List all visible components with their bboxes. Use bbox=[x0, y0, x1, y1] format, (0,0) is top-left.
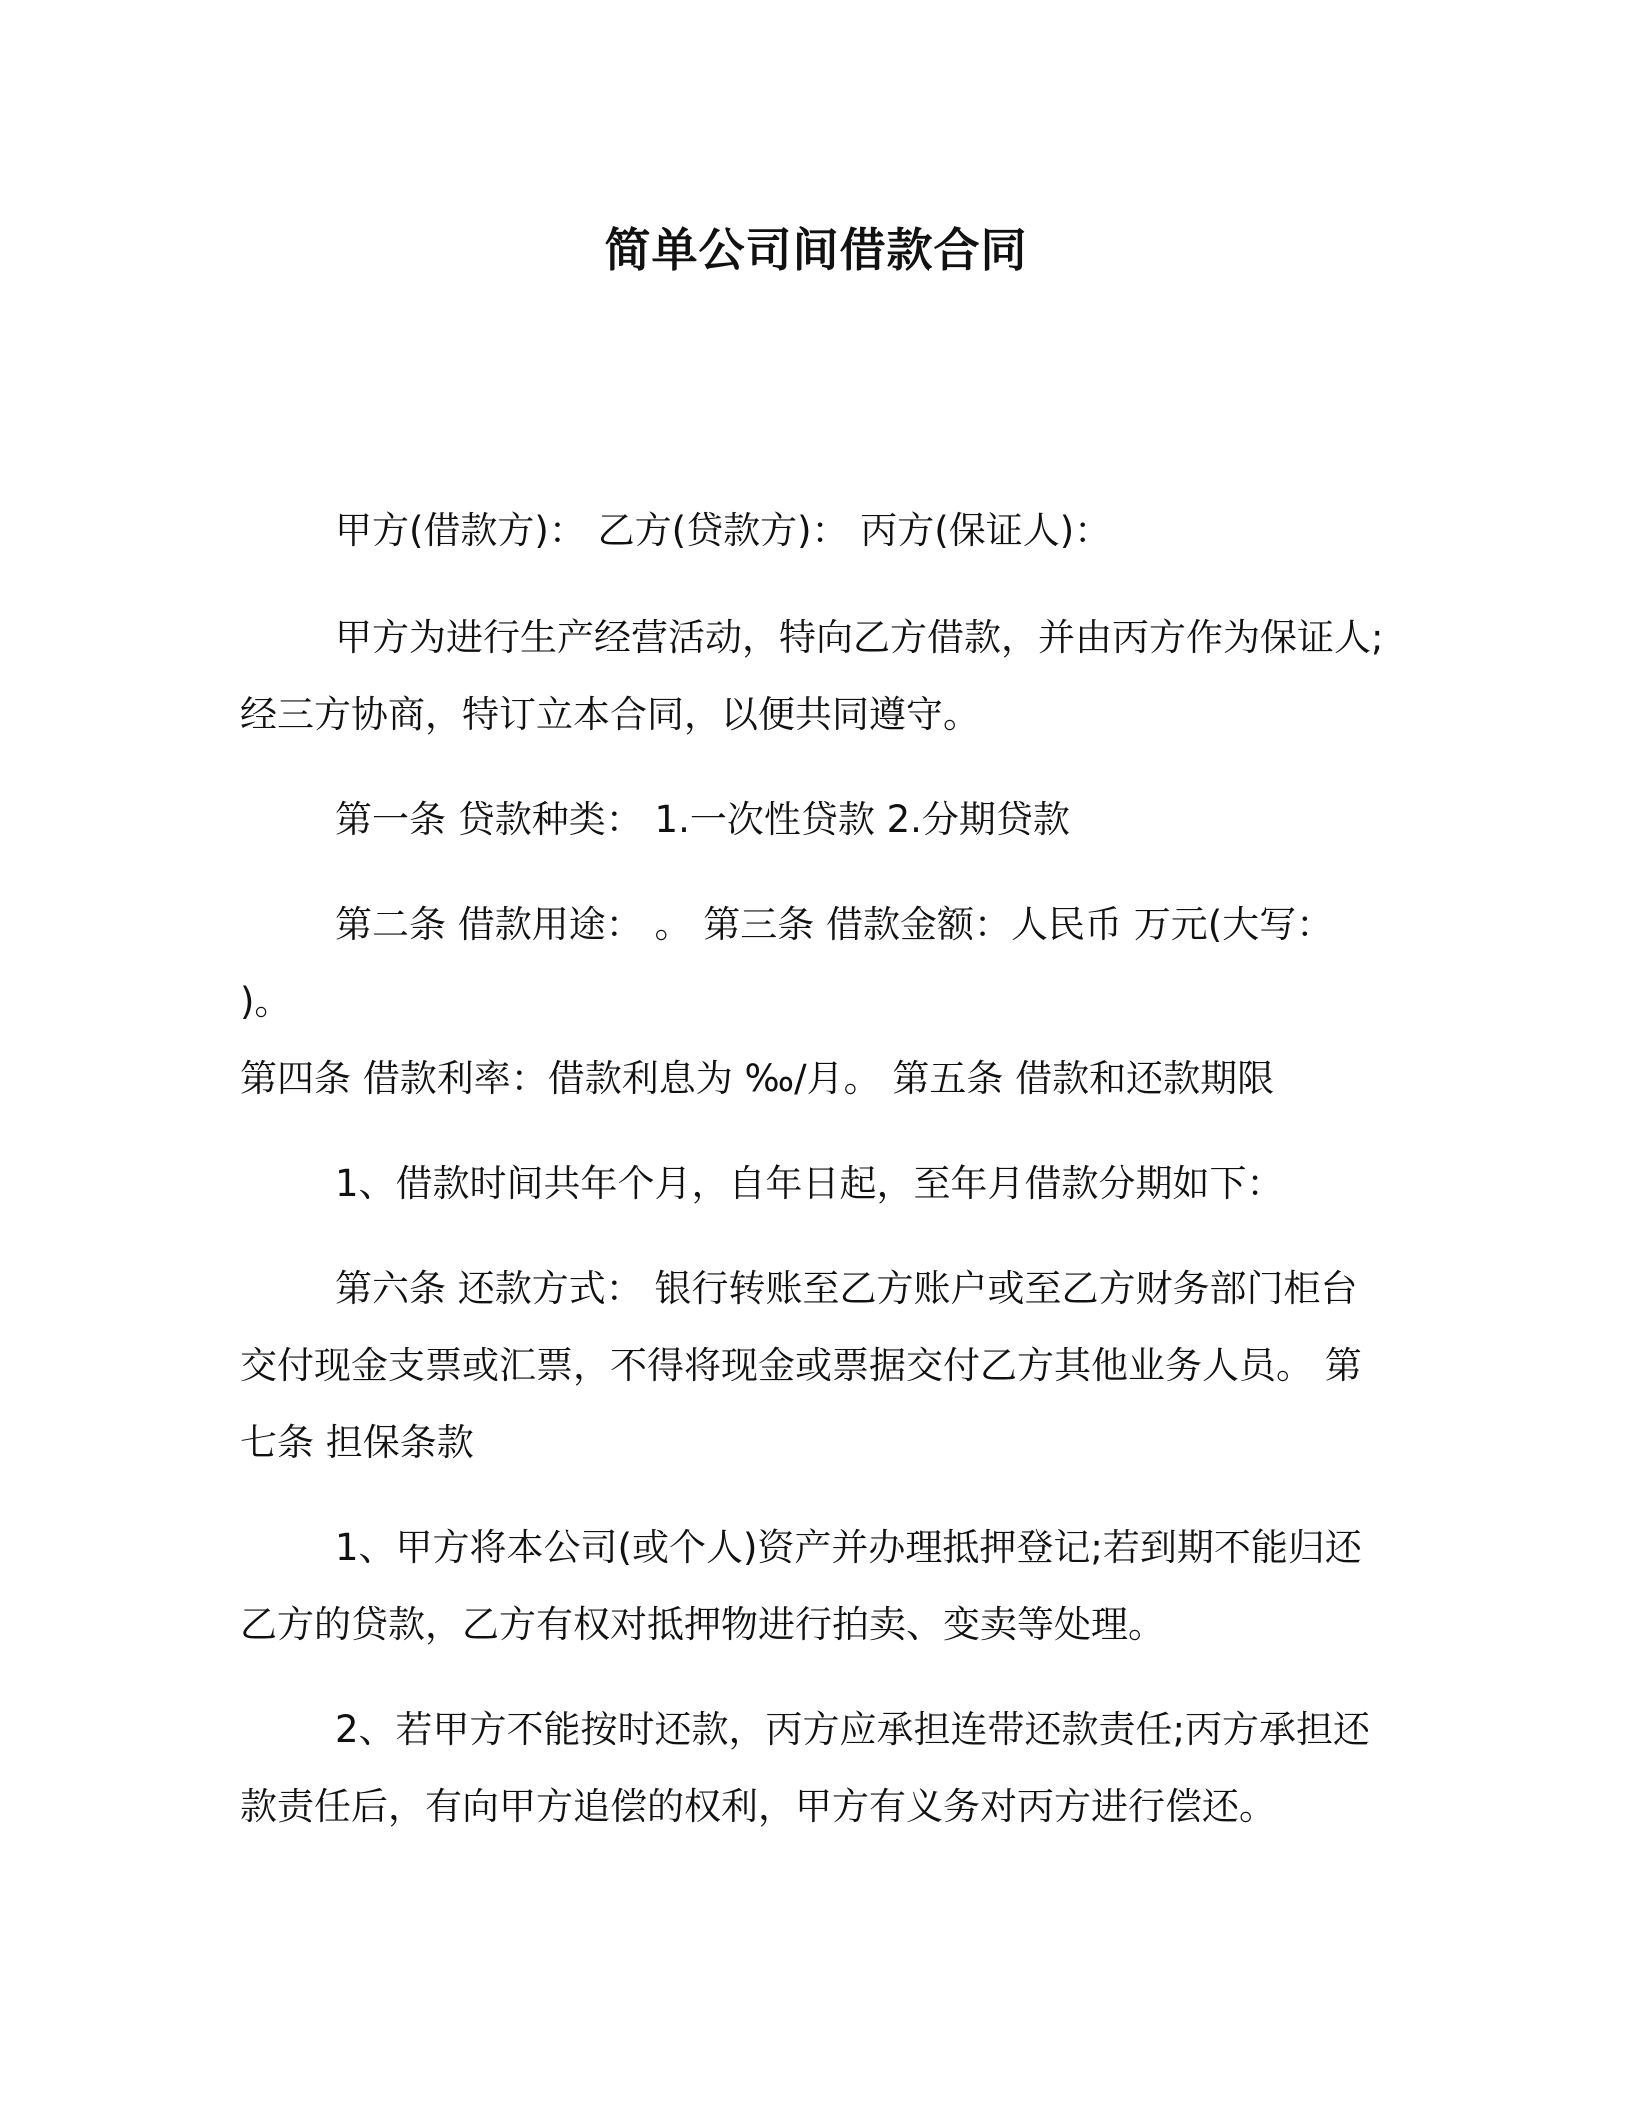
paragraph-line: 1、甲方将本公司(或个人)资产并办理抵押登记;若到期不能归还 bbox=[335, 1526, 1362, 1569]
paragraph-line: 乙方的贷款，乙方有权对抵押物进行拍卖、变卖等处理。 bbox=[240, 1603, 1165, 1646]
paragraph-line: 第二条 借款用途： 。 第三条 借款金额：人民币 万元(大写： )。 bbox=[240, 903, 1334, 1023]
loan-term-paragraph bbox=[240, 1145, 1390, 1222]
paragraph-line: 2、若甲方不能按时还款，丙方应承担连带还款责任;丙方承担还 bbox=[335, 1708, 1371, 1751]
paragraph-line: 交付现金支票或汇票，不得将现金或票据交付乙方其他业务人员。 第 bbox=[240, 1344, 1362, 1387]
document-body bbox=[240, 492, 1390, 1873]
articles-2-5-paragraph bbox=[240, 886, 1390, 1117]
paragraph-line: 款责任后，有向甲方追偿的权利，甲方有义务对丙方进行偿还。 bbox=[240, 1785, 1276, 1828]
article-1-paragraph bbox=[240, 781, 1390, 858]
document-title: 简单公司间借款合同 bbox=[604, 223, 1028, 277]
paragraph-line: 甲方(借款方)： 乙方(贷款方)： 丙方(保证人)： bbox=[335, 509, 1112, 552]
paragraph-line: 第四条 借款利率：借款利息为 ‰/月。 第五条 借款和还款期限 bbox=[240, 1057, 1275, 1100]
paragraph-line: 甲方为进行生产经营活动，特向乙方借款，并由丙方作为保证人; bbox=[335, 616, 1384, 659]
paragraph-line: 第一条 贷款种类： 1.一次性贷款 2.分期贷款 bbox=[335, 798, 1070, 841]
guarantee-clause-1 bbox=[240, 1509, 1390, 1663]
parties-paragraph bbox=[240, 492, 1390, 569]
paragraph-line: 七条 担保条款 bbox=[240, 1421, 474, 1464]
guarantee-clause-2 bbox=[240, 1691, 1390, 1845]
purpose-paragraph bbox=[240, 599, 1390, 753]
paragraph-line: 1、借款时间共年个月，自年日起，至年月借款分期如下： bbox=[335, 1162, 1284, 1205]
paragraph-line: 第六条 还款方式： 银行转账至乙方账户或至乙方财务部门柜台 bbox=[335, 1267, 1358, 1310]
article-6-paragraph bbox=[240, 1250, 1390, 1481]
paragraph-line: 经三方协商，特订立本合同，以便共同遵守。 bbox=[240, 693, 980, 736]
